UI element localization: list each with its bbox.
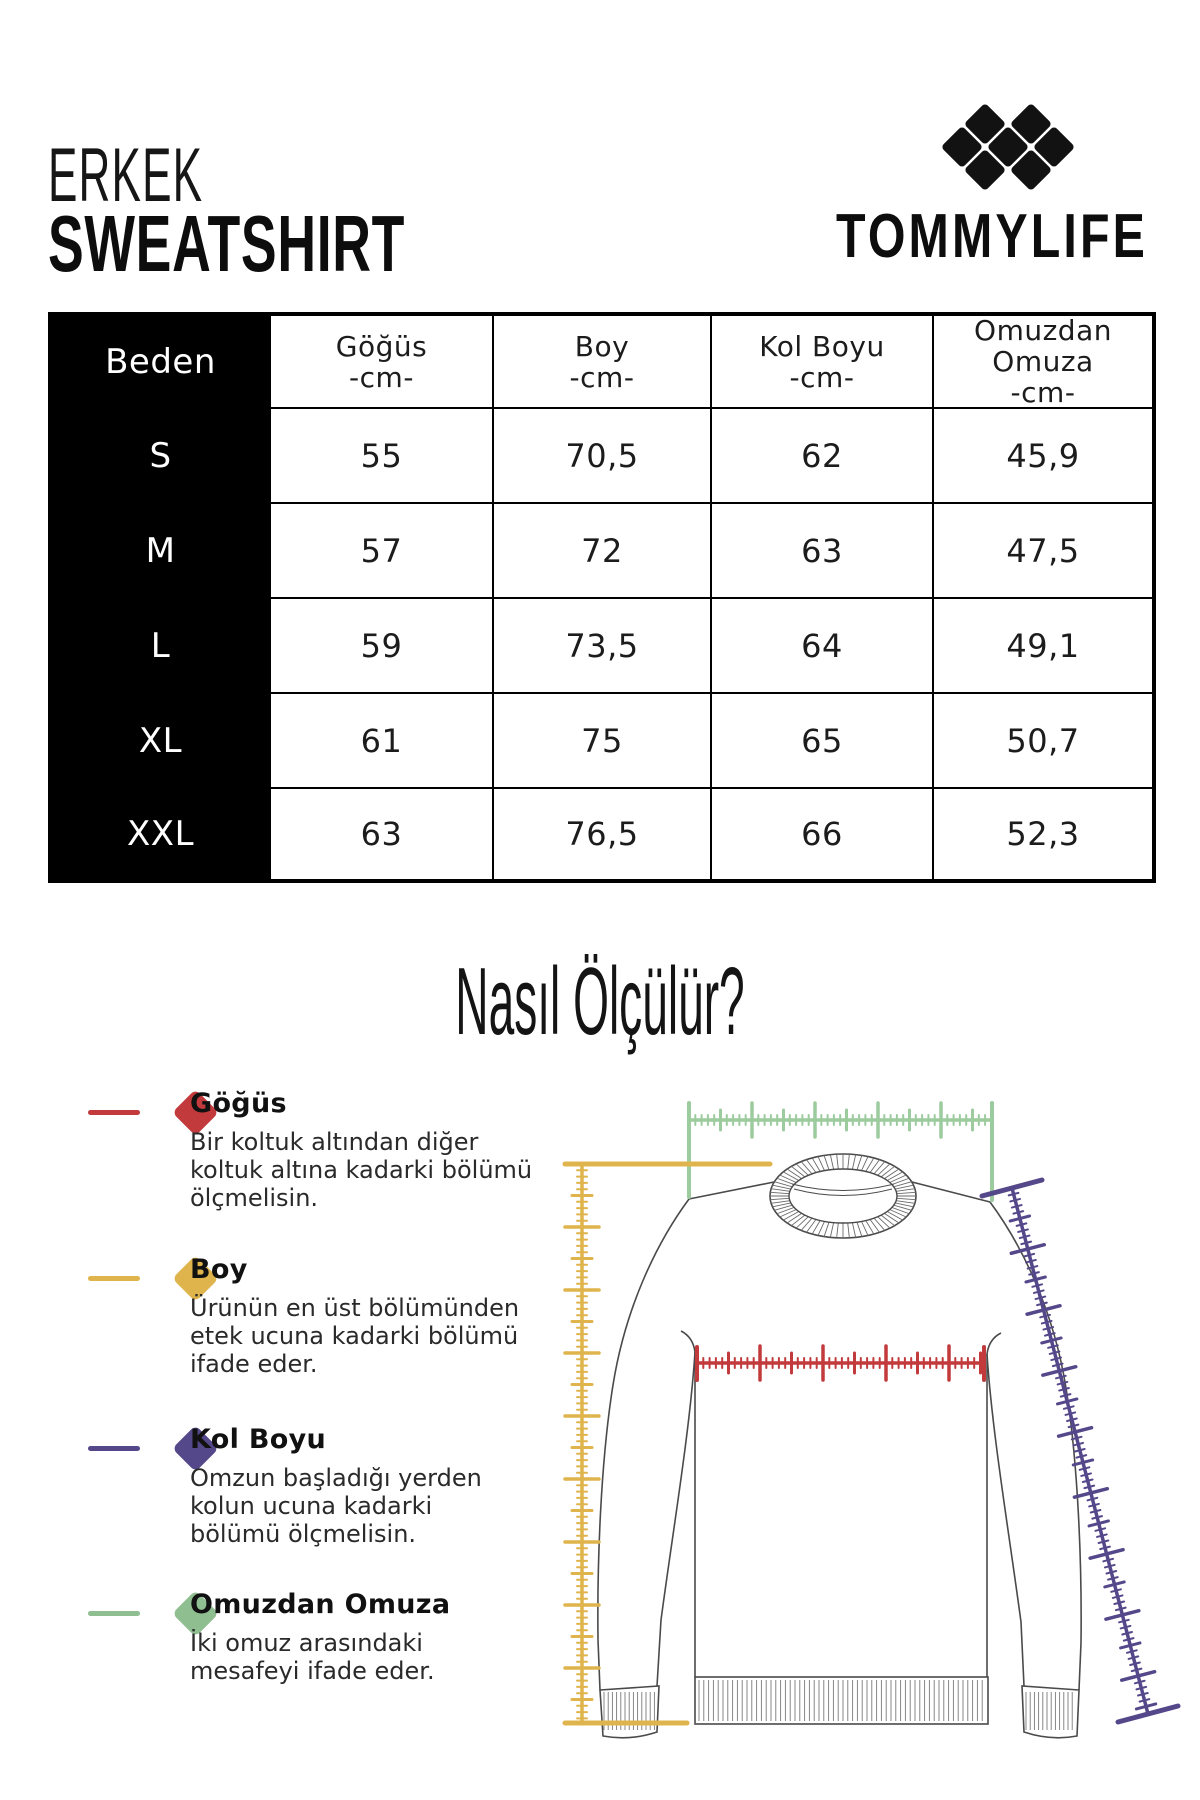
col-header-line: Omuza bbox=[992, 345, 1094, 378]
legend-item-chest bbox=[52, 1088, 533, 1228]
legend-title-shoulder: Omuzdan Omuza bbox=[190, 1589, 451, 1620]
value-xl-sleeve: 65 bbox=[711, 693, 933, 788]
brand-diamonds-logo-icon bbox=[930, 95, 1090, 195]
value-xl-chest: 61 bbox=[270, 693, 493, 788]
legend-desc-line: Ürünün en üst bölümünden bbox=[190, 1294, 520, 1322]
left-sleeve-outer bbox=[598, 1199, 689, 1690]
value-xxl-sleeve: 66 bbox=[711, 788, 933, 880]
legend-item-shoulder bbox=[52, 1589, 472, 1699]
value-s-length: 70,5 bbox=[493, 408, 711, 503]
value-xl-length: 75 bbox=[493, 693, 711, 788]
brand-name: TOMMYLIFE bbox=[836, 202, 1148, 271]
size-label-m: M bbox=[51, 503, 270, 598]
legend-desc-line: etek ucuna kadarki bölümü bbox=[190, 1322, 519, 1350]
col-header-line: Omuzdan bbox=[974, 314, 1112, 347]
product-title: SWEATSHIRT bbox=[48, 199, 406, 288]
measure-tapes bbox=[565, 1103, 1178, 1723]
category-title: ERKEK bbox=[48, 133, 204, 218]
col-header-line: Kol Boyu bbox=[759, 329, 885, 363]
legend-desc-line: Bir koltuk altından diğer bbox=[190, 1128, 479, 1156]
value-s-shoulder: 45,9 bbox=[933, 408, 1153, 503]
value-l-length: 73,5 bbox=[493, 598, 711, 693]
col-header-unit: -cm- bbox=[349, 360, 414, 394]
shoulder-marker-line bbox=[88, 1611, 140, 1616]
legend-desc-line: bölümü ölçmelisin. bbox=[190, 1520, 417, 1548]
collar bbox=[770, 1154, 916, 1238]
col-header-unit: -cm- bbox=[1010, 376, 1076, 409]
legend-item-length bbox=[52, 1254, 520, 1394]
right-shoulder-seam bbox=[912, 1182, 990, 1202]
value-m-sleeve: 63 bbox=[711, 503, 933, 598]
left-underarm bbox=[681, 1331, 695, 1352]
col-header-shoulder bbox=[933, 315, 1153, 408]
ribbing-hatch bbox=[604, 1680, 1072, 1730]
legend-desc-line: ölçmelisin. bbox=[190, 1184, 319, 1212]
value-m-shoulder: 47,5 bbox=[933, 503, 1153, 598]
legend-desc-line: kolun ucuna kadarki bbox=[190, 1492, 433, 1520]
right-cuff bbox=[1022, 1686, 1079, 1738]
left-sleeve-inner bbox=[657, 1352, 695, 1686]
value-s-sleeve: 62 bbox=[711, 408, 933, 503]
legend-desc-sleeve bbox=[190, 1464, 482, 1548]
size-label-s: S bbox=[51, 408, 270, 503]
left-shoulder-seam bbox=[689, 1182, 774, 1199]
legend-desc-chest bbox=[190, 1128, 532, 1212]
legend-desc-line: Omzun başladığı yerden bbox=[190, 1464, 482, 1492]
sleeve-marker-line bbox=[88, 1446, 140, 1451]
col-header-length bbox=[493, 315, 711, 408]
col-header-unit: -cm- bbox=[789, 360, 855, 394]
legend-title-chest: Göğüs bbox=[190, 1088, 287, 1119]
value-xxl-length: 76,5 bbox=[493, 788, 711, 880]
col-header-line: Göğüs bbox=[335, 329, 428, 363]
length-marker-line bbox=[88, 1276, 140, 1281]
value-m-length: 72 bbox=[493, 503, 711, 598]
legend-title-sleeve: Kol Boyu bbox=[190, 1424, 327, 1455]
legend-title-length: Boy bbox=[190, 1254, 248, 1285]
value-xl-shoulder: 50,7 bbox=[933, 693, 1153, 788]
col-header-line: Boy bbox=[574, 329, 630, 363]
value-xxl-shoulder: 52,3 bbox=[933, 788, 1153, 880]
right-sleeve-outer bbox=[990, 1202, 1081, 1690]
col-header-chest bbox=[270, 315, 493, 408]
size-label-xl: XL bbox=[51, 693, 270, 788]
legend-desc-line: İki omuz arasındaki bbox=[190, 1629, 423, 1657]
legend-desc-line: mesafeyi ifade eder. bbox=[190, 1657, 435, 1685]
col-header-unit: -cm- bbox=[569, 360, 635, 394]
value-xxl-chest: 63 bbox=[270, 788, 493, 880]
legend-desc-length bbox=[190, 1294, 519, 1378]
hem-band bbox=[695, 1677, 988, 1724]
how-to-measure-title: Nasıl Ölçülür? bbox=[455, 948, 745, 1055]
value-l-chest: 59 bbox=[270, 598, 493, 693]
right-underarm bbox=[987, 1333, 1001, 1354]
legend-desc-shoulder bbox=[190, 1629, 435, 1685]
col-header-sleeve bbox=[711, 315, 933, 408]
sweatshirt-outline bbox=[598, 1182, 1081, 1738]
legend-desc-line: ifade eder. bbox=[190, 1350, 318, 1378]
value-s-chest: 55 bbox=[270, 408, 493, 503]
chest-marker-line bbox=[88, 1110, 140, 1115]
size-label-xxl: XXL bbox=[51, 788, 270, 880]
value-l-sleeve: 64 bbox=[711, 598, 933, 693]
table-corner-beden: Beden bbox=[51, 315, 270, 408]
collar-ribbing bbox=[770, 1154, 916, 1238]
value-l-shoulder: 49,1 bbox=[933, 598, 1153, 693]
legend-item-sleeve bbox=[52, 1424, 482, 1564]
left-cuff bbox=[600, 1686, 659, 1738]
size-table bbox=[48, 312, 1156, 883]
value-m-chest: 57 bbox=[270, 503, 493, 598]
legend-desc-line: koltuk altına kadarki bölümü bbox=[190, 1156, 533, 1184]
size-label-l: L bbox=[51, 598, 270, 693]
right-sleeve-inner bbox=[987, 1354, 1024, 1686]
